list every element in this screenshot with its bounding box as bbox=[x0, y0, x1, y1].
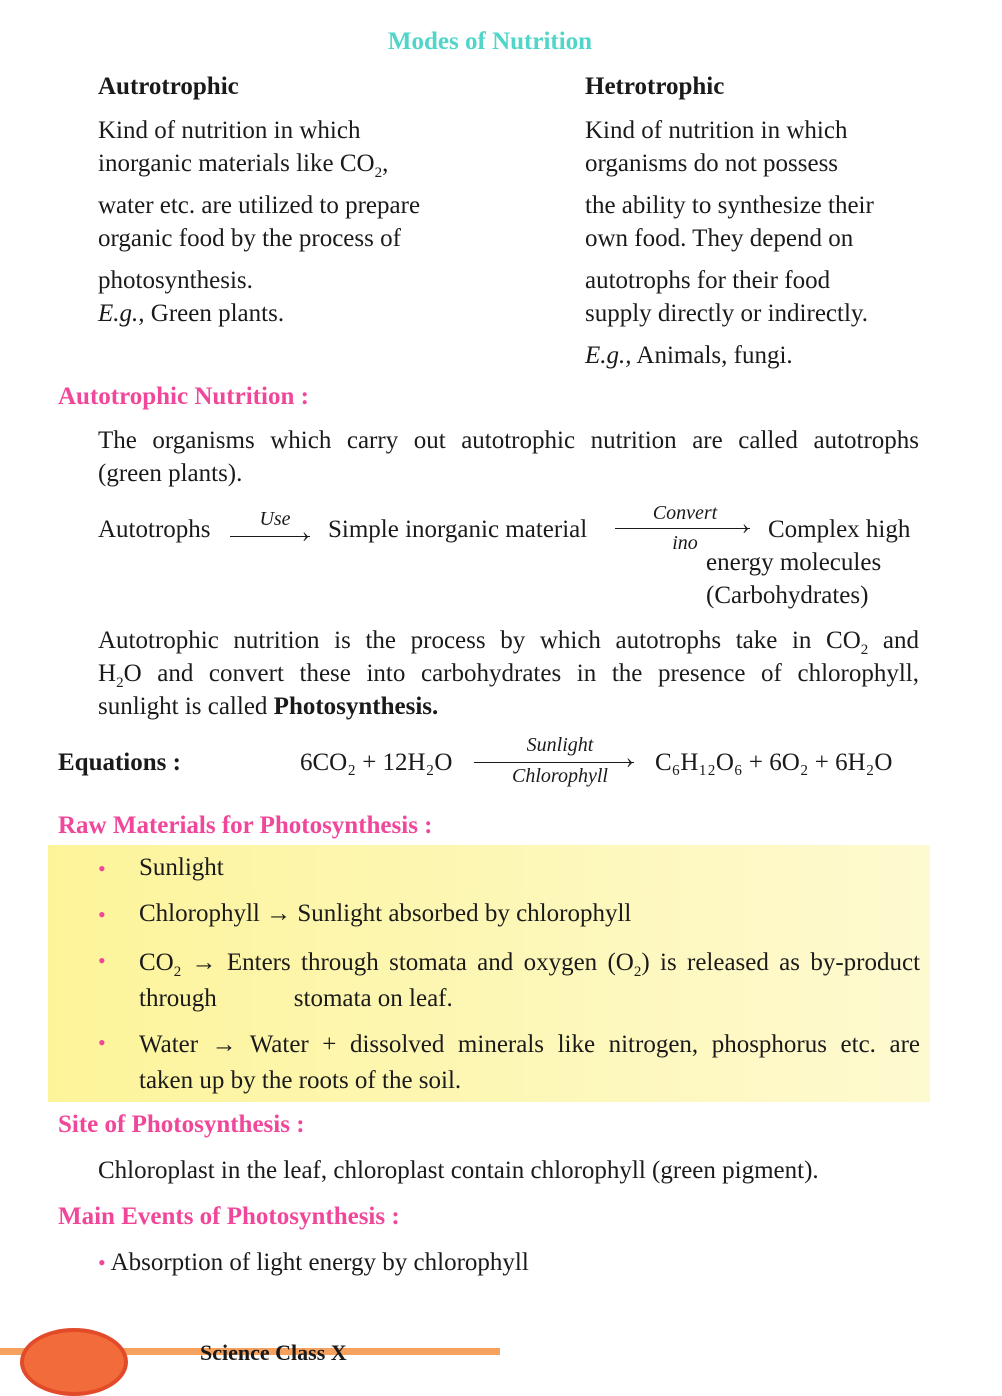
raw-material-line: taken up by the roots of the soil. bbox=[139, 1067, 462, 1094]
site-text: Chloroplast in the leaf, chloroplast contain chlorophyll (green pigment). bbox=[98, 1157, 819, 1184]
definition-line: sunlight is called Photosynthesis. bbox=[98, 693, 439, 720]
flow-arrow1-head: › bbox=[302, 522, 310, 547]
raw-material-item: Sunlight bbox=[139, 854, 224, 881]
bullet-icon: • bbox=[98, 902, 106, 927]
main-event-text: Absorption of light energy by chlorophyll bbox=[105, 1249, 529, 1276]
definition-line: Autotrophic nutrition is the process by which autotrophs take in $CO_2$ and bbox=[98, 627, 919, 658]
flow-arrow2-head: › bbox=[742, 514, 750, 539]
flow-end-line2: energy molecules bbox=[706, 549, 882, 576]
bullet-icon: • bbox=[98, 948, 106, 973]
flow-end-line3: (Carbohydrates) bbox=[706, 582, 869, 609]
equation-lhs: 6CO₂ + 12H₂O bbox=[300, 749, 453, 776]
flow-arrow2-top: Convert bbox=[652, 502, 718, 524]
raw-materials-heading: Raw Materials for Photosynthesis : bbox=[58, 812, 433, 839]
autotrophic-line: photosynthesis. bbox=[98, 267, 253, 294]
heterotrophic-line: autotrophs for their food bbox=[585, 267, 831, 294]
equation-arrow-top: Sunlight bbox=[526, 734, 594, 756]
heterotrophic-line: organisms do not possess bbox=[585, 150, 839, 177]
equations-label: Equations : bbox=[58, 749, 181, 776]
heterotrophic-definition bbox=[585, 114, 965, 372]
raw-material-line: $CO_2$ → Enters through stomata and oxygen $(O_2)$ is released as by-product bbox=[139, 949, 921, 980]
page-title: Modes of Nutrition bbox=[387, 28, 593, 55]
autotrophic-line: organic food by the process of bbox=[98, 225, 401, 252]
autotrophic-line: water etc. are utilized to prepare bbox=[98, 192, 421, 219]
intro-line: The organisms which carry out autotrophic nutrition are called autotrophs bbox=[98, 427, 919, 454]
bullet-icon: • bbox=[98, 1030, 106, 1055]
bullet-icon: • bbox=[98, 1250, 106, 1275]
raw-material-item: Chlorophyll → Sunlight absorbed by chlorophyll bbox=[139, 900, 632, 927]
flow-arrow1-line bbox=[230, 536, 310, 537]
autotrophic-intro bbox=[98, 424, 919, 490]
equation-arrow-bottom: Chlorophyll bbox=[512, 765, 608, 787]
flow-arrow2-bottom: ino bbox=[672, 532, 698, 554]
page-number-badge bbox=[20, 1328, 128, 1396]
equation-rhs: C₆H₁₂O₆ + 6O₂ + 6H₂O bbox=[655, 749, 893, 776]
flow-start: Autotrophs bbox=[98, 516, 211, 543]
raw-material-line: Water → Water + dissolved minerals like nitrogen, phosphorus etc. are bbox=[139, 1031, 920, 1058]
equation-arrow-line bbox=[474, 762, 634, 763]
flow-middle: Simple inorganic material bbox=[328, 516, 588, 543]
autotrophic-line: Kind of nutrition in which bbox=[98, 117, 361, 144]
autotrophic-line: inorganic materials like $CO_2$, bbox=[98, 150, 389, 181]
site-heading: Site of Photosynthesis : bbox=[58, 1111, 305, 1138]
equation-arrow-head: › bbox=[626, 748, 634, 773]
heterotrophic-example: E.g., Animals, fungi. bbox=[585, 342, 793, 369]
autotrophic-example: E.g., Green plants. bbox=[98, 300, 285, 327]
raw-material-item bbox=[139, 946, 920, 1015]
definition-line: $H_2O$ and convert these into carbohydrates in the presence of chlorophyll, bbox=[98, 660, 919, 691]
raw-material-line: through stomata on leaf. bbox=[139, 985, 453, 1012]
bullet-icon: • bbox=[98, 856, 106, 881]
footer-text: Science Class X bbox=[200, 1340, 347, 1365]
main-events-heading: Main Events of Photosynthesis : bbox=[58, 1203, 400, 1230]
heterotrophic-heading: Hetrotrophic bbox=[585, 73, 725, 100]
autotrophic-heading: Autrotrophic bbox=[98, 73, 239, 100]
intro-line: (green plants). bbox=[98, 460, 243, 487]
main-event-item bbox=[98, 1249, 529, 1277]
heterotrophic-line: Kind of nutrition in which bbox=[585, 117, 848, 144]
heterotrophic-line: supply directly or indirectly. bbox=[585, 300, 869, 327]
photosynthesis-definition bbox=[98, 624, 919, 723]
flow-arrow1-label: Use bbox=[259, 508, 291, 530]
flow-arrow2-line bbox=[615, 528, 750, 529]
heterotrophic-line: own food. They depend on bbox=[585, 225, 854, 252]
autotrophic-nutrition-heading: Autotrophic Nutrition : bbox=[58, 383, 309, 410]
raw-material-item bbox=[139, 1028, 920, 1097]
autotrophic-definition bbox=[98, 114, 518, 330]
heterotrophic-line: the ability to synthesize their bbox=[585, 192, 874, 219]
flow-end-line1: Complex high bbox=[768, 516, 911, 543]
